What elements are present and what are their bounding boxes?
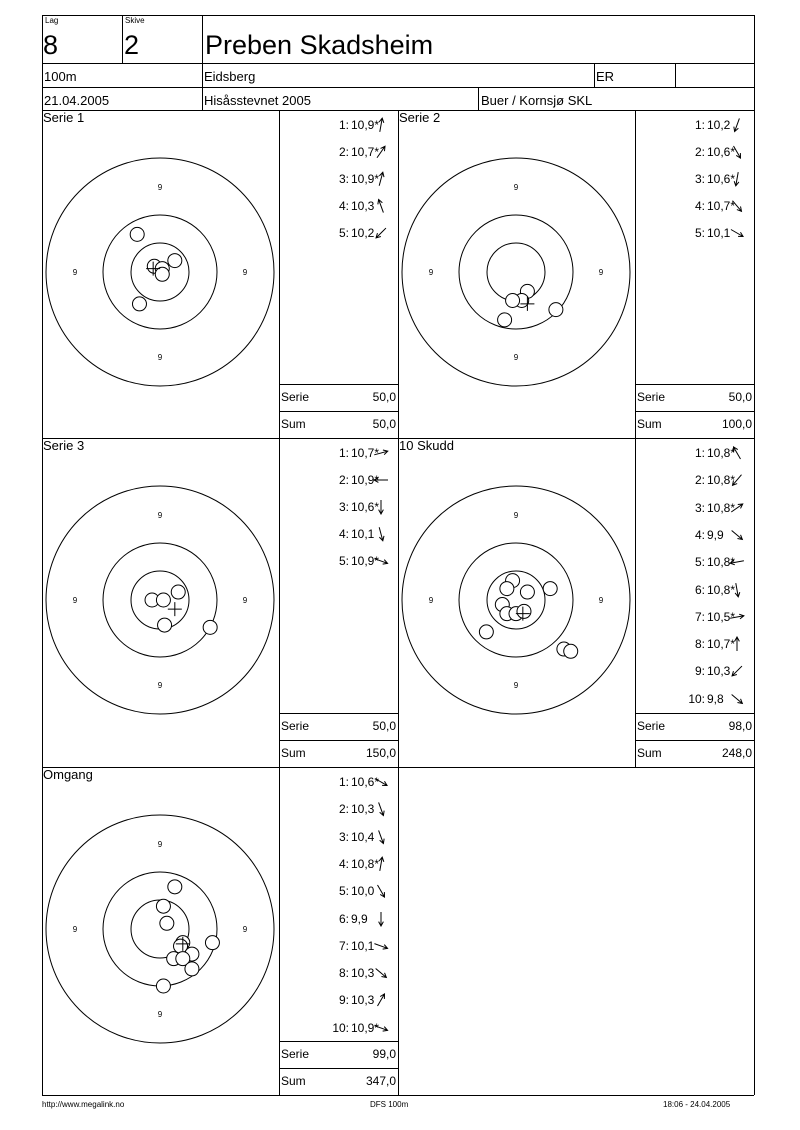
direction-arrow-icon — [373, 883, 389, 899]
shot-hole — [132, 297, 146, 311]
direction-arrow-icon — [373, 829, 389, 845]
sum-label: Sum — [281, 417, 306, 431]
ring-label: 9 — [72, 268, 78, 277]
shot-value: 10,8* — [707, 555, 736, 570]
shot-number: 3: — [694, 500, 705, 515]
shot-hole — [543, 582, 557, 596]
shot-number: 5: — [694, 226, 705, 240]
shot-value: 10,8* — [707, 582, 736, 597]
shot-hole — [517, 604, 531, 618]
club: Eidsberg — [204, 69, 256, 84]
direction-arrow-icon — [729, 527, 745, 543]
target-diagram — [42, 811, 278, 1047]
ring-label: 9 — [242, 268, 248, 277]
rule — [754, 110, 755, 438]
target-ring — [46, 815, 274, 1043]
rule — [42, 438, 398, 439]
target-ring — [402, 486, 630, 714]
sum-label: Sum — [637, 746, 662, 760]
rule — [635, 740, 754, 741]
shot-value: 10,5* — [707, 609, 736, 624]
ring-label: 9 — [242, 596, 248, 605]
ring-label: 9 — [598, 596, 604, 605]
sum-value: 150,0 — [365, 746, 396, 760]
direction-arrow-icon — [729, 554, 745, 570]
shot-value: 10,6* — [351, 775, 380, 789]
direction-arrow-icon — [729, 225, 745, 241]
shot-value: 10,9* — [351, 118, 380, 132]
shot-value: 10,8* — [707, 473, 736, 488]
direction-arrow-icon — [373, 965, 389, 981]
serie-label: Serie — [281, 1047, 310, 1061]
direction-arrow-icon — [373, 117, 389, 133]
direction-arrow-icon — [373, 225, 389, 241]
shot-number: 3: — [338, 172, 349, 186]
ring-label: 9 — [428, 596, 434, 605]
shot-value: 10,3 — [351, 199, 375, 213]
footer-timestamp: 18:06 - 24.04.2005 — [663, 1100, 731, 1109]
shot-number: 9: — [338, 993, 349, 1008]
rule — [754, 438, 755, 767]
sum-value: 248,0 — [721, 746, 752, 760]
target-diagram — [42, 154, 278, 390]
direction-arrow-icon — [729, 663, 745, 679]
shot-value: 10,8* — [707, 446, 736, 460]
shot-hole — [168, 880, 182, 894]
target-diagram — [398, 154, 634, 390]
panel-title: 10 Skudd — [399, 438, 454, 453]
direction-arrow-icon — [729, 609, 745, 625]
shot-value: 10,9* — [351, 473, 380, 487]
shot-number: 1: — [694, 446, 705, 460]
direction-arrow-icon — [373, 553, 389, 569]
panel-title: Serie 2 — [399, 110, 441, 125]
lag-value: 8 — [43, 30, 59, 60]
footer-url: http://www.megalink.no — [42, 1100, 125, 1109]
rule — [42, 767, 398, 768]
sum-label: Sum — [637, 417, 662, 431]
direction-arrow-icon — [729, 691, 745, 707]
direction-arrow-icon — [373, 472, 389, 488]
serie-label: Serie — [281, 390, 310, 404]
shot-value: 9,9 — [707, 527, 724, 542]
target-ring — [103, 872, 217, 986]
direction-arrow-icon — [373, 911, 389, 927]
direction-arrow-icon — [729, 582, 745, 598]
shot-number: 4: — [338, 199, 349, 213]
serie-label: Serie — [637, 719, 666, 733]
shot-value: 10,7* — [351, 446, 380, 460]
rule — [635, 110, 636, 438]
rule — [279, 1068, 398, 1069]
shot-number: 3: — [694, 172, 705, 186]
ring-label: 9 — [513, 681, 519, 690]
shot-hole — [498, 313, 512, 327]
ring-label: 9 — [242, 925, 248, 934]
shot-number: 5: — [338, 226, 349, 240]
shot-number: 4: — [694, 199, 705, 213]
shot-value: 10,2 — [351, 226, 375, 240]
shot-number: 4: — [694, 527, 705, 542]
shot-number: 3: — [338, 500, 349, 514]
rule — [42, 110, 398, 111]
rule — [635, 411, 754, 412]
sum-value: 50,0 — [372, 417, 396, 431]
direction-arrow-icon — [373, 445, 389, 461]
direction-arrow-icon — [373, 171, 389, 187]
shot-number: 7: — [694, 609, 705, 624]
shot-value: 10,3 — [351, 966, 375, 981]
rule — [279, 767, 280, 1095]
target-ring — [402, 158, 630, 386]
shooter-name: Preben Skadsheim — [205, 30, 434, 60]
ring-label: 9 — [513, 511, 519, 520]
shot-number: 6: — [694, 582, 705, 597]
location: Buer / Kornsjø SKL — [481, 93, 593, 108]
shot-value: 10,8* — [707, 500, 736, 515]
panel-title: Omgang — [43, 767, 93, 782]
ring-label: 9 — [157, 511, 163, 520]
rule — [279, 438, 280, 767]
shot-number: 2: — [338, 145, 349, 159]
shot-value: 10,9* — [351, 554, 380, 568]
shot-number: 7: — [338, 938, 349, 953]
sum-value: 347,0 — [365, 1074, 396, 1088]
shot-hole — [168, 254, 182, 268]
shot-value: 10,6* — [707, 145, 736, 159]
serie-label: Serie — [281, 719, 310, 733]
ring-label: 9 — [157, 840, 163, 849]
sum-label: Sum — [281, 1074, 306, 1088]
distance: 100m — [44, 69, 77, 84]
skive-label: Skive — [125, 16, 145, 25]
lag-label: Lag — [45, 16, 59, 25]
shot-number: 5: — [338, 884, 349, 899]
target-diagram — [398, 482, 634, 718]
target-ring — [487, 243, 545, 301]
direction-arrow-icon — [373, 1020, 389, 1036]
shot-number: 2: — [694, 473, 705, 488]
shot-hole — [564, 644, 578, 658]
shot-hole — [158, 618, 172, 632]
rule — [635, 384, 754, 385]
shot-number: 2: — [694, 145, 705, 159]
direction-arrow-icon — [729, 171, 745, 187]
direction-arrow-icon — [729, 500, 745, 516]
shot-hole — [500, 582, 514, 596]
shot-value: 10,9* — [351, 1020, 380, 1035]
rule — [279, 110, 280, 438]
direction-arrow-icon — [729, 144, 745, 160]
target-diagram — [42, 482, 278, 718]
ring-label: 9 — [513, 183, 519, 192]
shot-hole — [156, 593, 170, 607]
shot-number: 4: — [338, 527, 349, 541]
shot-value: 10,1 — [707, 226, 731, 240]
date: 21.04.2005 — [44, 93, 110, 108]
shot-number: 9: — [694, 664, 705, 679]
serie-value: 50,0 — [372, 390, 396, 404]
shot-value: 10,8* — [351, 856, 380, 871]
skive-value: 2 — [124, 30, 140, 60]
shot-value: 10,7* — [707, 637, 736, 652]
shot-value: 10,4 — [351, 829, 375, 844]
shot-value: 10,0 — [351, 884, 375, 899]
shot-hole — [171, 585, 185, 599]
shot-number: 3: — [338, 829, 349, 844]
direction-arrow-icon — [373, 856, 389, 872]
rule — [279, 740, 398, 741]
shot-hole — [156, 979, 170, 993]
shot-number: 8: — [694, 637, 705, 652]
direction-arrow-icon — [373, 198, 389, 214]
direction-arrow-icon — [729, 117, 745, 133]
rule — [398, 767, 399, 1095]
shot-number: 8: — [338, 966, 349, 981]
ring-label: 9 — [428, 268, 434, 277]
shot-value: 10,7* — [707, 199, 736, 213]
panel-title: Serie 3 — [43, 438, 85, 453]
shot-number: 5: — [338, 554, 349, 568]
shot-number: 5: — [694, 555, 705, 570]
shot-number: 6: — [338, 911, 349, 926]
group-center-cross — [168, 602, 182, 616]
shot-hole — [479, 625, 493, 639]
serie-value: 50,0 — [372, 719, 396, 733]
rule — [279, 384, 398, 385]
serie-value: 99,0 — [372, 1047, 396, 1061]
shot-hole — [203, 620, 217, 634]
rule — [635, 438, 636, 767]
shot-number: 2: — [338, 802, 349, 817]
shot-number: 1: — [338, 446, 349, 460]
shot-hole — [160, 916, 174, 930]
shot-hole — [549, 303, 563, 317]
shot-number: 4: — [338, 856, 349, 871]
ring-label: 9 — [157, 681, 163, 690]
shot-hole — [156, 899, 170, 913]
ring-label: 9 — [72, 596, 78, 605]
direction-arrow-icon — [373, 992, 389, 1008]
shot-number: 10: — [688, 691, 705, 706]
event: Hisåsstevnet 2005 — [204, 93, 311, 108]
direction-arrow-icon — [373, 144, 389, 160]
shot-hole — [185, 962, 199, 976]
serie-label: Serie — [637, 390, 666, 404]
shot-hole — [506, 294, 520, 308]
sum-label: Sum — [281, 746, 306, 760]
rule — [635, 713, 754, 714]
shot-number: 1: — [338, 775, 349, 789]
target-ring — [459, 543, 573, 657]
ring-label: 9 — [157, 353, 163, 362]
direction-arrow-icon — [729, 636, 745, 652]
shot-value: 10,6* — [351, 500, 380, 514]
panel-title: Serie 1 — [43, 110, 85, 125]
shot-value: 9,8 — [707, 691, 724, 706]
direction-arrow-icon — [729, 198, 745, 214]
sum-value: 100,0 — [721, 417, 752, 431]
serie-value: 50,0 — [728, 390, 752, 404]
direction-arrow-icon — [729, 445, 745, 461]
shot-value: 10,3 — [351, 993, 375, 1008]
ring-label: 9 — [72, 925, 78, 934]
shot-value: 9,9 — [351, 911, 368, 926]
shot-hole — [155, 267, 169, 281]
shot-number: 1: — [338, 118, 349, 132]
rule — [398, 767, 754, 768]
shot-value: 10,7* — [351, 145, 380, 159]
direction-arrow-icon — [373, 499, 389, 515]
ring-label: 9 — [157, 183, 163, 192]
ring-label: 9 — [157, 1010, 163, 1019]
rule — [279, 411, 398, 412]
ring-label: 9 — [598, 268, 604, 277]
shot-number: 10: — [332, 1020, 349, 1035]
direction-arrow-icon — [373, 526, 389, 542]
class: ER — [596, 69, 615, 84]
serie-value: 98,0 — [728, 719, 752, 733]
shot-value: 10,6* — [707, 172, 736, 186]
shot-hole — [130, 227, 144, 241]
direction-arrow-icon — [373, 774, 389, 790]
footer-center: DFS 100m — [370, 1100, 409, 1109]
shot-hole — [205, 936, 219, 950]
rule — [398, 110, 754, 111]
ring-label: 9 — [513, 353, 519, 362]
shot-value: 10,3 — [707, 664, 731, 679]
direction-arrow-icon — [373, 801, 389, 817]
shot-hole — [520, 585, 534, 599]
shot-number: 1: — [694, 118, 705, 132]
shot-value: 10,3 — [351, 802, 375, 817]
direction-arrow-icon — [373, 938, 389, 954]
shot-value: 10,1 — [351, 527, 375, 541]
direction-arrow-icon — [729, 472, 745, 488]
shot-value: 10,9* — [351, 172, 380, 186]
shot-value: 10,1 — [351, 938, 375, 953]
shot-value: 10,2 — [707, 118, 731, 132]
shot-number: 2: — [338, 473, 349, 487]
rule — [279, 1041, 398, 1042]
rule — [279, 713, 398, 714]
